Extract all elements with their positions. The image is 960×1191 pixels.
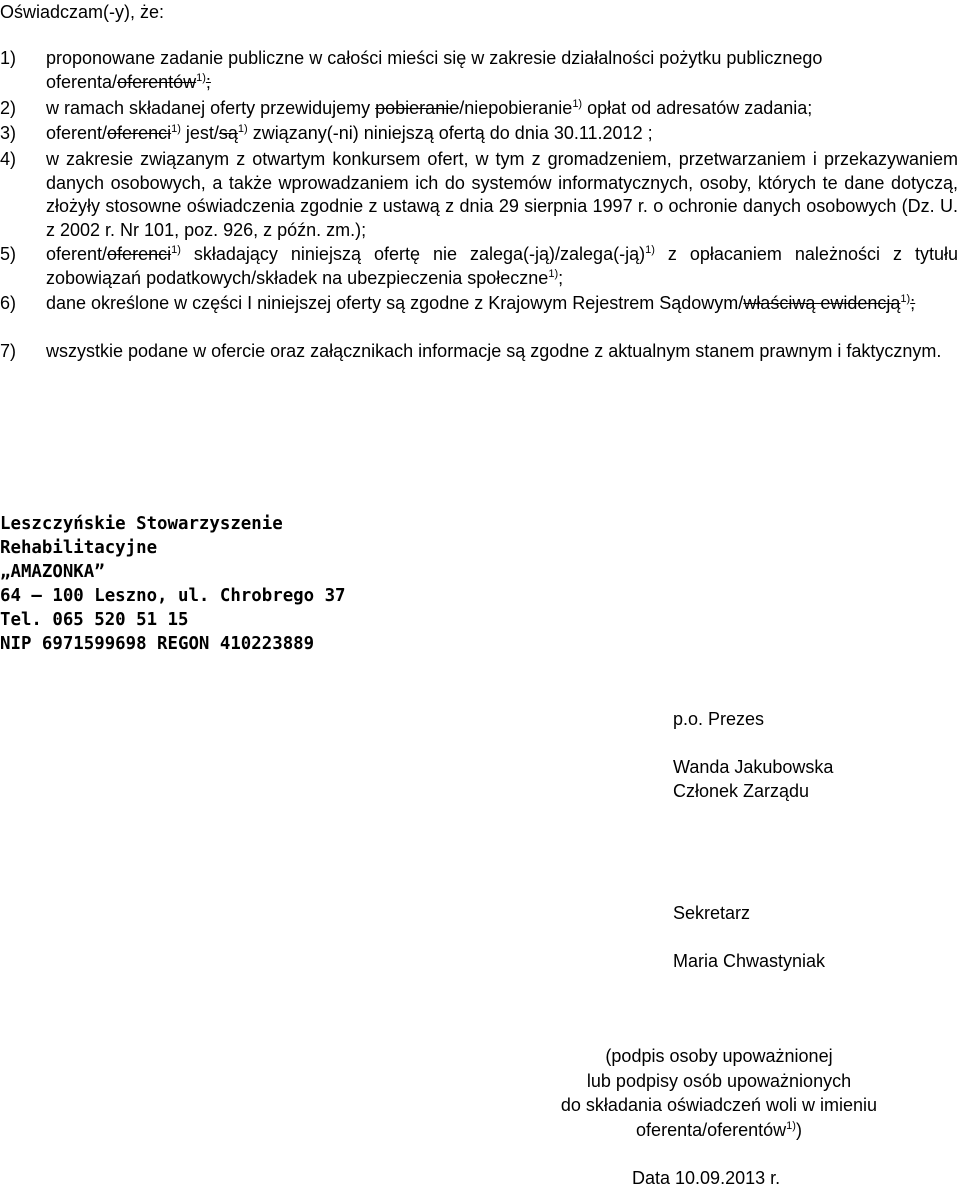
statement-6-struck-ewidencja: właściwą ewidencją <box>743 293 901 313</box>
statement-2-text-c: opłat od adresatów zadania; <box>582 98 813 118</box>
statement-1-number: 1) <box>0 48 17 68</box>
statement-2-number: 2) <box>0 98 17 118</box>
org-name-line-3: „AMAZONKA” <box>0 562 105 582</box>
statement-2-text-a: w ramach składanej oferty przewidujemy <box>46 98 376 118</box>
statement-5-text <box>46 243 958 290</box>
statement-1-text-a: proponowane zadanie publiczne w całości mieści się w zakresie działalności pożytku publicznego oferenta/ <box>46 48 823 92</box>
statement-7-text: wszystkie podane w ofercie oraz załącznikach informacje są zgodne z aktualnym stanem prawnym i faktycznym. <box>46 341 942 361</box>
org-address: 64 – 100 Leszno, ul. Chrobrego 37 <box>0 586 346 606</box>
statement-2-text-b: /niepobieranie <box>459 98 573 118</box>
footnote-marker: 1) <box>548 267 559 280</box>
signatory-2-role: Sekretarz <box>673 903 751 923</box>
statement-3-number: 3) <box>0 123 17 143</box>
statement-7 <box>0 340 958 364</box>
statement-2-text <box>46 97 958 121</box>
statement-5-text-c: z opłacaniem należności z tytułu zobowiązań podatkowych/składek na ubezpieczenia społeczne <box>46 244 958 288</box>
signature-caption-line-1: (podpis osoby upoważnionej <box>605 1046 833 1066</box>
statement-3-struck-oferenci: oferenci <box>107 123 172 143</box>
statement-3-struck-sa: są <box>218 123 238 143</box>
signature-caption <box>480 1044 958 1142</box>
statement-1-text <box>46 47 958 94</box>
footnote-marker: 1) <box>645 244 655 256</box>
signature-caption-line-4 <box>480 1118 958 1143</box>
signature-caption-line-3: do składania oświadczeń woli w imieniu <box>560 1095 878 1115</box>
footnote-marker: 1) <box>786 1119 796 1132</box>
org-name-line-2: Rehabilitacyjne <box>0 538 158 558</box>
statement-6-text-a: dane określone w części I niniejszej oferty są zgodne z Krajowym Rejestrem Sądowym/ <box>46 293 744 313</box>
footnote-marker: 1) <box>196 71 206 84</box>
signature-caption-line-2: lub podpisy osób upoważnionych <box>586 1070 852 1091</box>
statement-5-text-a: oferent/ <box>46 244 108 264</box>
statement-4-text: w zakresie związanym z otwartym konkursem ofert, w tym z gromadzeniem, przetwarzaniem i przekazywaniem danych osobowych, a także wprowadzaniem ich do systemów informatycznych, osoby, których te dane dotyczą, złożyły stosowne oświadczenia zgodnie z ustawą z dnia 29 sierpnia 1997 r. o ochronie danych osobowych (Dz. U. z 2002 r. Nr 101, poz. 926, z późn. zm.); <box>46 149 958 240</box>
statement-3-text-a: oferent/ <box>46 123 108 143</box>
statement-6 <box>0 292 958 316</box>
footnote-marker: 1) <box>237 123 248 135</box>
statement-2-struck-pobieranie: pobieranie <box>375 98 460 118</box>
signatory-2-name: Maria Chwastyniak <box>673 951 826 971</box>
footnote-marker: 1) <box>171 123 181 135</box>
statement-5-text-d: ; <box>558 267 564 288</box>
statement-3-text <box>46 122 958 146</box>
org-name-line-1: Leszczyńskie Stowarzyszenie <box>0 514 283 534</box>
document-date: Data 10.09.2013 r. <box>632 1168 781 1188</box>
statement-7-number: 7) <box>0 341 17 361</box>
signatory-1-title: Członek Zarządu <box>673 781 810 801</box>
statement-4-number: 4) <box>0 149 17 169</box>
statement-5 <box>0 243 958 290</box>
statement-6-struck-end: ; <box>910 293 916 313</box>
statement-3 <box>0 122 958 146</box>
org-nip-regon: NIP 6971599698 REGON 410223889 <box>0 634 315 654</box>
statement-5-text-b: składający niniejszą ofertę nie zalega(-ją)/zalega(-ją) <box>180 244 646 264</box>
statement-6-text <box>46 292 958 316</box>
statement-3-text-b: jest/ <box>180 123 219 143</box>
statement-3-text-c: związany(-ni) niniejszą ofertą do dnia 30.11.2012 ; <box>247 123 653 143</box>
statement-1 <box>0 47 958 94</box>
statement-1-struck-end: ; <box>205 71 211 92</box>
signature-caption-line-4-close: ) <box>795 1119 802 1140</box>
statement-4 <box>0 148 958 242</box>
signatory-1-role: p.o. Prezes <box>673 709 765 729</box>
statement-6-number: 6) <box>0 293 17 313</box>
statement-5-struck-oferenci: oferenci <box>107 244 172 264</box>
footnote-marker: 1) <box>572 98 583 110</box>
statement-2 <box>0 97 958 121</box>
footnote-marker: 1) <box>900 293 911 305</box>
page-heading: Oświadczam(-y), że: <box>0 2 165 22</box>
signature-caption-line-4-text: oferenta/oferentów <box>636 1119 787 1140</box>
org-phone: Tel. 065 520 51 15 <box>0 610 189 630</box>
signatory-1-name: Wanda Jakubowska <box>673 757 834 777</box>
footnote-marker: 1) <box>171 244 181 256</box>
statement-1-struck-oferentow: oferentów <box>117 71 197 92</box>
statement-5-number: 5) <box>0 244 17 264</box>
